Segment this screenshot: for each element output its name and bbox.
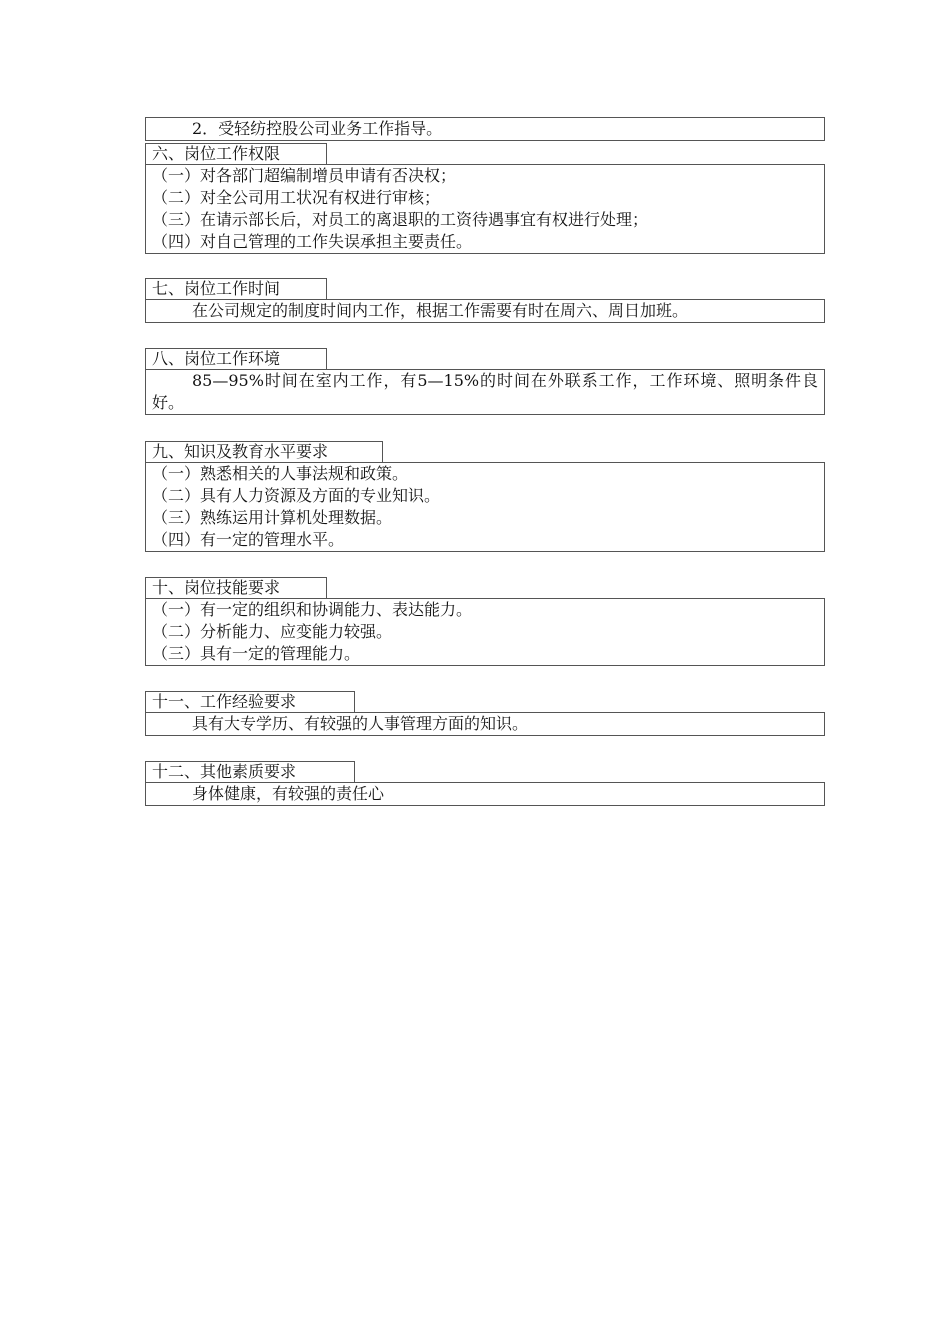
intro-text: 2．受轻纺控股公司业务工作指导。 xyxy=(192,119,443,138)
section-content xyxy=(145,712,825,736)
section-text: 在公司规定的制度时间内工作，根据工作需要有时在周六、周日加班。 xyxy=(192,301,689,320)
section-text: 85—95%时间在室内工作，有5—15%的时间在外联系工作，工作环境、照明条件良好。 xyxy=(152,371,818,412)
section-knowledge-education xyxy=(145,441,825,552)
section-skill-requirements xyxy=(145,577,825,666)
section-content xyxy=(145,598,825,666)
list-item: （二）分析能力、应变能力较强。 xyxy=(152,622,393,641)
section-content xyxy=(145,164,825,254)
list-item: （一）有一定的组织和协调能力、表达能力。 xyxy=(152,600,473,619)
section-experience xyxy=(145,691,825,736)
section-work-time xyxy=(145,278,825,323)
section-content xyxy=(145,369,825,415)
section-content xyxy=(145,462,825,552)
section-title: 六、岗位工作权限 xyxy=(145,143,327,164)
list-item: （二）具有人力资源及方面的专业知识。 xyxy=(152,486,441,505)
section-text: 具有大专学历、有较强的人事管理方面的知识。 xyxy=(192,714,529,733)
list-item: （四）对自己管理的工作失误承担主要责任。 xyxy=(152,232,473,251)
section-content xyxy=(145,299,825,323)
section-work-environment xyxy=(145,348,825,415)
list-item: （三）在请示部长后，对员工的离退职的工资待遇事宜有权进行处理； xyxy=(152,210,649,229)
section-title: 八、岗位工作环境 xyxy=(145,348,327,369)
list-item: （一）熟悉相关的人事法规和政策。 xyxy=(152,464,409,483)
list-item: （四）有一定的管理水平。 xyxy=(152,530,345,549)
section-title: 十、岗位技能要求 xyxy=(145,577,327,598)
list-item: （三）熟练运用计算机处理数据。 xyxy=(152,508,393,527)
intro-box xyxy=(145,117,825,141)
section-content xyxy=(145,782,825,806)
list-item: （二）对全公司用工状况有权进行审核； xyxy=(152,188,441,207)
list-item: （三）具有一定的管理能力。 xyxy=(152,644,361,663)
section-other-qualities xyxy=(145,761,825,806)
section-job-authority xyxy=(145,143,825,254)
section-title: 九、知识及教育水平要求 xyxy=(145,441,383,462)
section-text: 身体健康，有较强的责任心 xyxy=(192,784,385,803)
section-title: 七、岗位工作时间 xyxy=(145,278,327,299)
section-title: 十二、其他素质要求 xyxy=(145,761,355,782)
intro-section xyxy=(145,117,825,141)
section-title: 十一、工作经验要求 xyxy=(145,691,355,712)
list-item: （一）对各部门超编制增员申请有否决权； xyxy=(152,166,457,185)
